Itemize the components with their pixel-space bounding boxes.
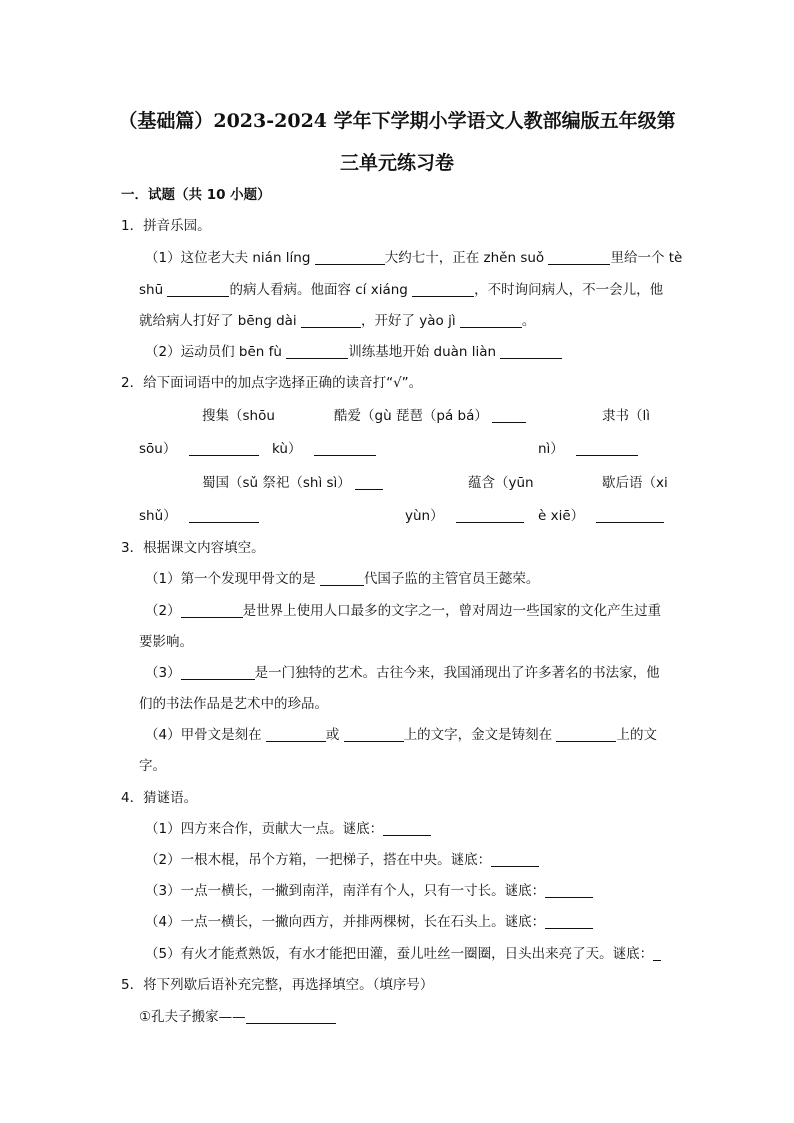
answer-blank[interactable] <box>286 344 348 359</box>
answer-blank[interactable] <box>189 441 259 456</box>
answer-blank[interactable] <box>181 665 255 680</box>
q5-stem: 5．将下列歇后语补充完整，再选择填空。（填序号） <box>121 977 434 993</box>
q2-word-4 <box>202 474 383 492</box>
q1-stem: 1．拼音乐园。 <box>121 218 211 234</box>
q2-word-6: 歇后语（xi <box>602 475 668 491</box>
q3-text: 是世界上使用人口最多的文字之一，曾对周边一些国家的文化产生过重 <box>242 603 662 619</box>
q1-text: ，开好了 yào jì <box>360 313 456 329</box>
q3-part1 <box>145 570 539 588</box>
answer-blank[interactable] <box>556 727 616 742</box>
q4-riddle-2 <box>145 851 539 869</box>
title-line-2: 三单元练习卷 <box>339 152 454 174</box>
answer-blank[interactable] <box>181 603 243 618</box>
q4-stem: 4．猜谜语。 <box>121 790 198 806</box>
q1-part2 <box>145 343 562 361</box>
q3-text: 上的文字，金文是铸刻在 <box>403 727 553 743</box>
q1-text: 。 <box>521 313 536 329</box>
q3-part3-cont: 们的书法作品是艺术中的珍品。 <box>139 696 328 712</box>
q1-text: （2）运动员们 bēn fù <box>145 344 282 360</box>
answer-blank[interactable] <box>456 508 524 523</box>
q2-row-4a <box>139 507 259 525</box>
q3-text: （1）第一个发现甲骨文的是 <box>145 571 316 587</box>
answer-blank[interactable] <box>492 408 526 423</box>
q2-text: nì） <box>538 441 564 457</box>
q1-text: （1）这位老大夫 nián líng <box>145 250 311 266</box>
q2-text: 酷爱（gù 琵琶（pá bá） <box>334 408 488 424</box>
answer-blank[interactable] <box>491 852 539 867</box>
q4-text: （4）一点一横长，一撇向西方，并排两棵树，长在石头上。谜底： <box>145 914 546 930</box>
q2-stem: 2．给下面词语中的加点字选择正确的读音打“√”。 <box>121 375 423 391</box>
answer-blank[interactable] <box>315 250 385 265</box>
q4-riddle-4 <box>145 913 593 931</box>
q2-text: è xiē） <box>538 508 585 524</box>
answer-blank[interactable] <box>576 441 638 456</box>
q1-text: 就给病人打好了 bēng dài <box>139 313 297 329</box>
answer-blank[interactable] <box>500 344 562 359</box>
q5-item-1 <box>139 1008 336 1026</box>
answer-blank[interactable] <box>412 282 474 297</box>
q3-stem: 3．根据课文内容填空。 <box>121 540 265 556</box>
answer-blank[interactable] <box>246 1009 336 1024</box>
q4-riddle-5 <box>145 945 661 963</box>
answer-blank[interactable] <box>653 946 661 961</box>
q3-part4 <box>145 726 657 744</box>
q3-part2-cont: 要影响。 <box>139 634 193 650</box>
answer-blank[interactable] <box>189 508 259 523</box>
answer-blank[interactable] <box>548 250 610 265</box>
q5-text: ①孔夫子搬家—— <box>139 1009 246 1025</box>
q3-text: （3） <box>145 665 181 681</box>
q1-part1-line3 <box>139 312 535 330</box>
q3-text: 或 <box>325 727 340 743</box>
answer-blank[interactable] <box>167 282 229 297</box>
answer-blank[interactable] <box>460 313 522 328</box>
q2-text: shǔ） <box>139 508 177 524</box>
answer-blank[interactable] <box>266 727 326 742</box>
q3-text: （4）甲骨文是刻在 <box>145 727 262 743</box>
q2-word-3: 隶书（lì <box>602 408 651 424</box>
q2-word-1: 搜集（shōu <box>202 408 275 424</box>
answer-blank[interactable] <box>344 727 404 742</box>
q2-row-4c <box>538 507 664 525</box>
section-heading: 一．试题（共 10 小题） <box>121 187 271 203</box>
q1-part1-line1 <box>145 249 682 267</box>
q4-text: （5）有火才能煮熟饭，有水才能把田灌，蚕儿吐丝一圈圈，日头出来亮了天。谜底： <box>145 946 654 962</box>
answer-blank[interactable] <box>596 508 664 523</box>
q4-riddle-3 <box>145 882 593 900</box>
answer-blank[interactable] <box>545 914 593 929</box>
q2-text: 蜀国（sǔ 祭祀（shì sì） <box>202 475 351 491</box>
q2-word-2 <box>334 407 526 425</box>
q2-row-4b <box>405 507 524 525</box>
q4-text: （3）一点一横长，一撇到南洋，南洋有个人，只有一寸长。谜底： <box>145 883 546 899</box>
q1-text: 里给一个 tè <box>610 250 683 266</box>
answer-blank[interactable] <box>545 883 593 898</box>
q4-riddle-1 <box>145 820 431 838</box>
q4-text: （2）一根木棍，吊个方箱，一把梯子，搭在中央。谜底： <box>145 852 492 868</box>
q3-part3 <box>145 664 660 682</box>
answer-blank[interactable] <box>383 821 431 836</box>
q3-text: 上的文 <box>616 727 657 743</box>
answer-blank[interactable] <box>314 441 376 456</box>
q3-text: 是一门独特的艺术。古往今来，我国涌现出了许多著名的书法家，他 <box>254 665 660 681</box>
q3-part4-cont: 字。 <box>139 758 166 774</box>
q3-text: （2） <box>145 603 181 619</box>
q1-text: 的病人看病。他面容 cí xiáng <box>229 282 408 298</box>
q2-row-2c <box>538 440 638 458</box>
q2-text: kù） <box>272 441 302 457</box>
answer-blank[interactable] <box>355 475 383 490</box>
answer-blank[interactable] <box>301 313 361 328</box>
q2-row-2a <box>139 440 259 458</box>
q4-text: （1）四方来合作，贡献大一点。谜底： <box>145 821 384 837</box>
q2-text: sōu） <box>139 441 177 457</box>
title-line-1: （基础篇）2023-2024 学年下学期小学语文人教部编版五年级第 <box>118 110 676 132</box>
q3-text: 代国子监的主管官员王懿荣。 <box>363 571 540 587</box>
q2-row-2b <box>272 440 376 458</box>
q3-part2 <box>145 602 661 620</box>
answer-blank[interactable] <box>320 571 364 586</box>
q1-text: ，不时询问病人，不一会儿，他 <box>474 282 664 298</box>
q1-text: 训练基地开始 duàn liàn <box>348 344 497 360</box>
q2-text: yùn） <box>405 508 444 524</box>
q1-text: shū <box>139 282 164 298</box>
q1-text: 大约七十，正在 zhěn suǒ <box>384 250 545 266</box>
q2-word-5: 蕴含（yūn <box>468 475 534 491</box>
q1-part1-line2 <box>139 281 663 299</box>
